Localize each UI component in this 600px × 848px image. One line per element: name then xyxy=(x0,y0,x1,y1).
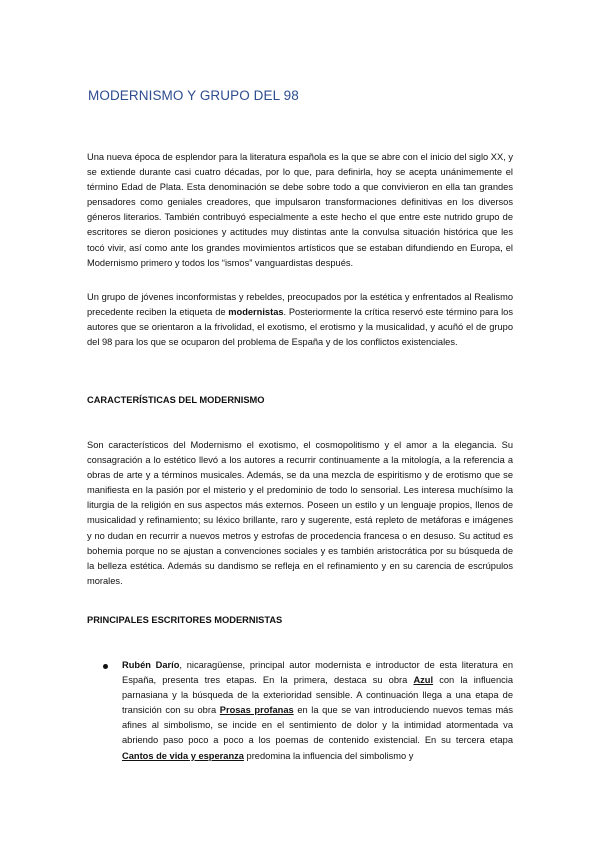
item-text-part-4: predomina la influencia del simbolismo y xyxy=(243,750,414,761)
work-title-azul: Azul xyxy=(413,675,434,686)
document-title: MODERNISMO Y GRUPO DEL 98 xyxy=(88,88,299,103)
writers-heading: PRINCIPALES ESCRITORES MODERNISTAS xyxy=(87,615,283,625)
work-title-cantos-de-vida: Cantos de vida y esperanza xyxy=(122,750,244,761)
list-item-text xyxy=(122,658,513,764)
intro-paragraph-2-text-before: Un grupo de jóvenes inconformistas y rebeldes, preocupados por la estética y enfrentados al Realismo precedente reciben la etiqueta de xyxy=(87,292,513,318)
work-title-prosas-profanas: Prosas profanas xyxy=(219,705,294,716)
intro-paragraph-1: Una nueva época de esplendor para la literatura española es la que se abre con el inicio del siglo XX, y se extiende durante casi cuatro décadas, por lo que, para definirla, hoy se acepta unánimemente el término Edad de Plata. Esta denominación se debe sobre todo a que convivieron en ella tan grandes pensadores como geniales creadores, que impulsaron transformaciones definitivas en los diversos géneros literarios. También contribuyó especialmente a este hecho el que entre este nutrido grupo de escritores se dieron posiciones y actitudes muy distintas ante la convulsa situación histórica que les tocó vivir, así como ante los grandes movimientos artísticos que se estaban difundiendo en Europa, el Modernismo primero y todos los “ismos” vanguardistas después. xyxy=(87,152,513,268)
item-text-part-2: con la influencia parnasiana y la búsqueda de la exterioridad sensible. A continuación llega a una etapa de transición con su obra xyxy=(122,675,514,716)
writers-list xyxy=(87,658,513,764)
bullet-icon xyxy=(103,664,108,669)
list-item xyxy=(87,658,513,764)
intro-paragraph-2-text-after: . Posteriormente la crítica reservó este término para los autores que se orientaron a la frivolidad, el exotismo, el erotismo y la musicalidad, y acuñó el de grupo del 98 para los que se ocuparon del problema de España y de los conflictos existenciales. xyxy=(87,307,513,348)
characteristics-paragraph: Son característicos del Modernismo el exotismo, el cosmopolitismo y el amor a la elegancia. Su consagración a lo estético llevó a los autores a recurrir continuamente a la mitología, a la referencia a obras de arte y a términos musicales. Además, se da una mezcla de espiritismo y de erotismo que se manifiesta en la pasión por el misterio y el predominio de todo lo sensorial. Les interesa muchísimo la liturgia de la religión en sus aspectos más externos. Poseen un estilo y un lenguaje propios, llenos de musicalidad y refinamiento; su léxico brillante, raro y sugerente, está repleto de metáforas e imágenes y no dudan en recurrir a nuevos metros y estrofas de procedencia francesa o en desuso. Su actitud es bohemia porque no se ajustan a convenciones sociales y es también aristocrática por su búsqueda de la belleza estética. Además su dandismo se refleja en el refinamiento y en su carencia de escrúpulos morales. xyxy=(87,440,513,586)
characteristics-heading: CARACTERÍSTICAS DEL MODERNISMO xyxy=(87,395,265,405)
modernistas-term: modernistas xyxy=(228,307,284,318)
writer-name: Rubén Darío xyxy=(122,660,180,670)
item-text-part-1: , nicaragüense, principal autor modernista e introductor de esta literatura en España, presenta tres etapas. En la primera, destaca su obra xyxy=(122,660,513,686)
item-text-part-3: en la que se van introduciendo nuevos temas más afines al simbolismo, se incide en el sentimiento de dolor y la intimidad atormentada va abriendo paso poco a poco a los poemas de contenido existencial. En su tercera etapa xyxy=(122,705,514,746)
intro-paragraph-2 xyxy=(87,290,513,350)
